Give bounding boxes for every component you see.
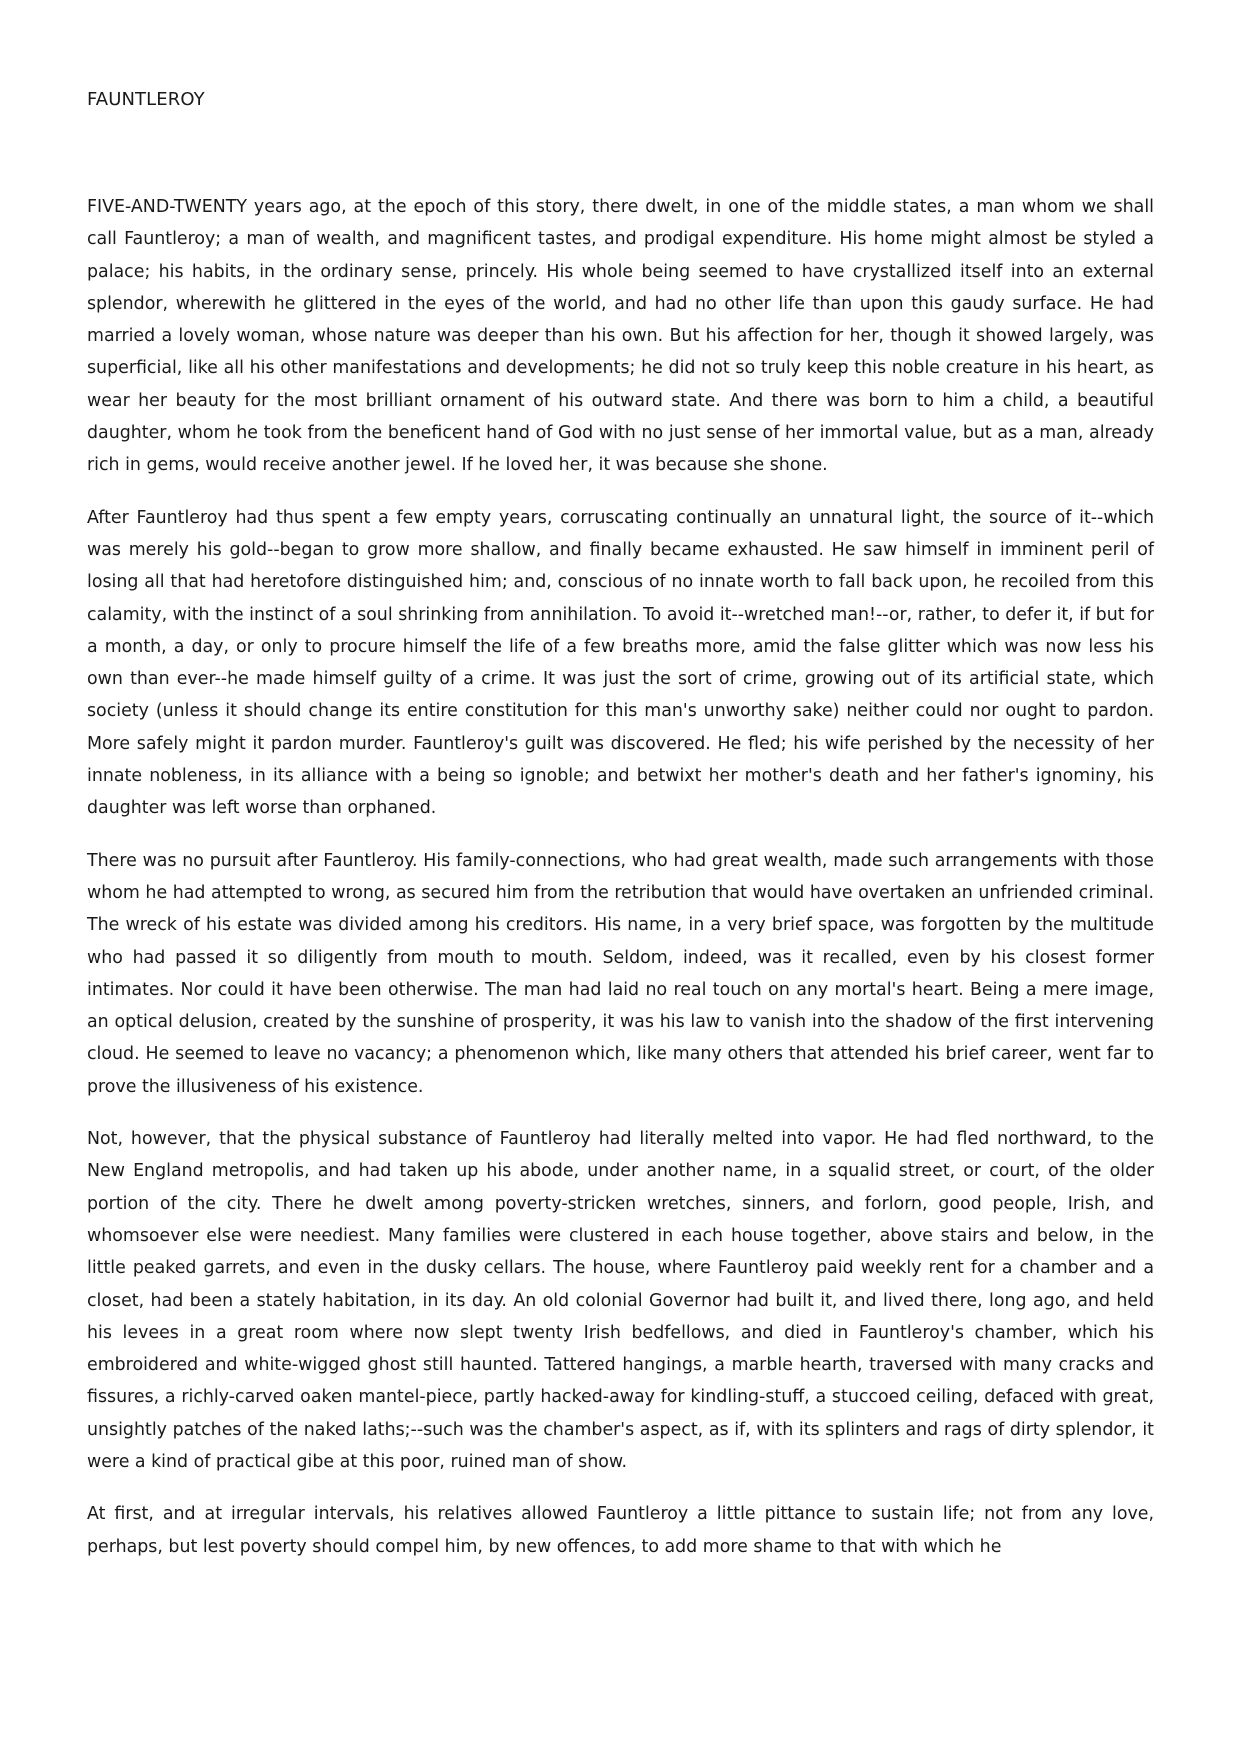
document-body <box>87 191 1154 1583</box>
paragraph: There was no pursuit after Fauntleroy. His family-connections, who had great wealth, made such arrangements with those whom he had attempted to wrong, as secured him from the retribution that would have overtaken an unfriended criminal. The wreck of his estate was divided among his creditors. His name, in a very brief space, was forgotten by the multitude who had passed it so diligently from mouth to mouth. Seldom, indeed, was it recalled, even by his closest former intimates. Nor could it have been otherwise. The man had laid no real touch on any mortal's heart. Being a mere image, an optical delusion, created by the sunshine of prosperity, it was his law to vanish into the shadow of the first intervening cloud. He seemed to leave no vacancy; a phenomenon which, like many others that attended his brief career, went far to prove the illusiveness of his existence. <box>87 850 1154 1097</box>
paragraph: At first, and at irregular intervals, his relatives allowed Fauntleroy a little pittance to sustain life; not from any love, perhaps, but lest poverty should compel him, by new offences, to add more shame to that with which he <box>87 1504 1154 1557</box>
document-title: FAUNTLEROY <box>87 89 205 110</box>
paragraph: FIVE-AND-TWENTY years ago, at the epoch of this story, there dwelt, in one of the middle states, a man whom we shall call Fauntleroy; a man of wealth, and magnificent tastes, and prodigal expenditure. His home might almost be styled a palace; his habits, in the ordinary sense, princely. His whole being seemed to have crystallized itself into an external splendor, wherewith he glittered in the eyes of the world, and had no other life than upon this gaudy surface. He had married a lovely woman, whose nature was deeper than his own. But his affection for her, though it showed largely, was superficial, like all his other manifestations and developments; he did not so truly keep this noble creature in his heart, as wear her beauty for the most brilliant ornament of his outward state. And there was born to him a child, a beautiful daughter, whom he took from the beneficent hand of God with no just sense of her immortal value, but as a man, already rich in gems, would receive another jewel. If he loved her, it was because she shone. <box>87 197 1154 476</box>
paragraph: After Fauntleroy had thus spent a few empty years, corruscating continually an unnatural light, the source of it--which was merely his gold--began to grow more shallow, and finally became exhausted. He saw himself in imminent peril of losing all that had heretofore distinguished him; and, conscious of no innate worth to fall back upon, he recoiled from this calamity, with the instinct of a soul shrinking from annihilation. To avoid it--wretched man!--or, rather, to defer it, if but for a month, a day, or only to procure himself the life of a few breaths more, amid the false glitter which was now less his own than ever--he made himself guilty of a crime. It was just the sort of crime, growing out of its artificial state, which society (unless it should change its entire constitution for this man's unworthy sake) neither could nor ought to pardon. More safely might it pardon murder. Fauntleroy's guilt was discovered. He fled; his wife perished by the necessity of her innate nobleness, in its alliance with a being so ignoble; and betwixt her mother's death and her father's ignominy, his daughter was left worse than orphaned. <box>87 507 1154 819</box>
paragraph: Not, however, that the physical substance of Fauntleroy had literally melted into vapor. He had fled northward, to the New England metropolis, and had taken up his abode, under another name, in a squalid street, or court, of the older portion of the city. There he dwelt among poverty-stricken wretches, sinners, and forlorn, good people, Irish, and whomsoever else were neediest. Many families were clustered in each house together, above stairs and below, in the little peaked garrets, and even in the dusky cellars. The house, where Fauntleroy paid weekly rent for a chamber and a closet, had been a stately habitation, in its day. An old colonial Governor had built it, and lived there, long ago, and held his levees in a great room where now slept twenty Irish bedfellows, and died in Fauntleroy's chamber, which his embroidered and white-wigged ghost still haunted. Tattered hangings, a marble hearth, traversed with many cracks and fissures, a richly-carved oaken mantel-piece, partly hacked-away for kindling-stuff, a stuccoed ceiling, defaced with great, unsightly patches of the naked laths;--such was the chamber's aspect, as if, with its splinters and rags of dirty splendor, it were a kind of practical gibe at this poor, ruined man of show. <box>87 1129 1154 1472</box>
